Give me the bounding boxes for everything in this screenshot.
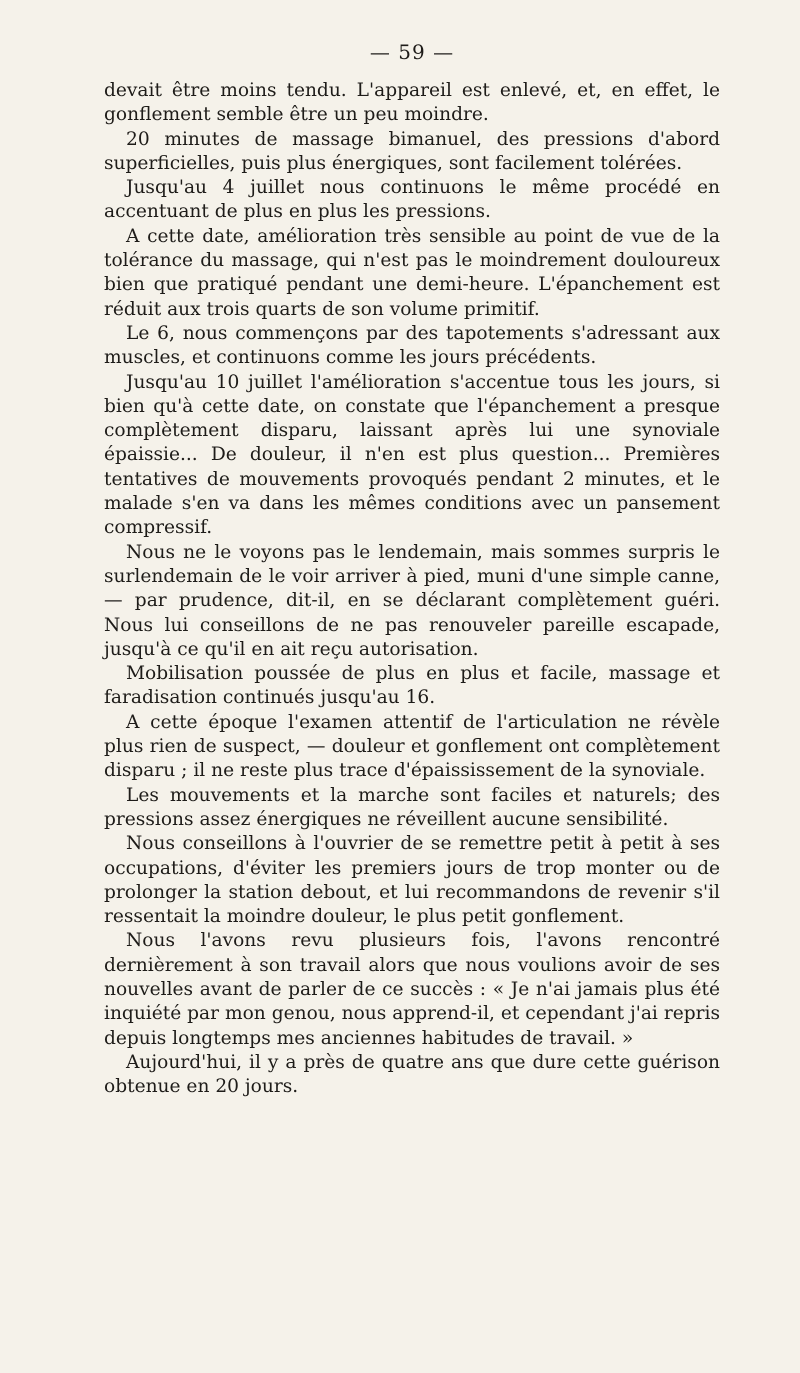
page-number: — 59 — [369, 40, 455, 64]
paragraph-1: devait être moins tendu. L'appareil est enlevé, et, en effet, le gonflement semble être un peu moindre. [104, 80, 720, 126]
body-text [104, 79, 720, 1099]
paragraph-6: Jusqu'au 10 juillet l'amélioration s'accentue tous les jours, si bien qu'à cette date, on constate que l'épanchement a presque complètement disparu, laissant après lui une synoviale épaissie... De douleur, il n'en est plus question... Premières tentatives de mouvements provoqués pendant 2 minutes, et le malade s'en va dans les mêmes conditions avec un pansement compressif. [104, 371, 720, 539]
paragraph-7: Nous ne le voyons pas le lendemain, mais sommes surpris le surlendemain de le voir arriver à pied, muni d'une simple canne, — par prudence, dit-il, en se déclarant complètement guéri. Nous lui conseillons de ne pas renouveler pareille escapade, jusqu'à ce qu'il en ait reçu autorisation. [104, 541, 720, 660]
paragraph-5: Le 6, nous commençons par des tapotements s'adressant aux muscles, et continuons comme les jours précédents. [104, 322, 720, 369]
paragraph-12: Nous l'avons revu plusieurs fois, l'avons rencontré dernièrement à son travail alors que nous voulions avoir de ses nouvelles avant de parler de ce succès : « Je n'ai jamais plus été inquiété par mon genou, nous apprend-il, et cependant j'ai repris depuis longtemps mes anciennes habitudes de travail. » [104, 930, 720, 1049]
paragraph-13: Aujourd'hui, il y a près de quatre ans que dure cette guérison obtenue en 20 jours. [104, 1051, 720, 1098]
paragraph-4: A cette date, amélioration très sensible au point de vue de la tolérance du massage, qui n'est pas le moindrement douloureux bien que pratiqué pendant une demi-heure. L'épanchement est réduit aux trois quarts de son volume primitif. [104, 225, 720, 320]
paragraph-3: Jusqu'au 4 juillet nous continuons le même procédé en accentuant de plus en plus les pressions. [104, 177, 720, 223]
paragraph-8: Mobilisation poussée de plus en plus et facile, massage et faradisation continués jusqu'au 16. [104, 663, 720, 709]
paragraph-10: Les mouvements et la marche sont faciles et naturels; des pressions assez énergiques ne réveillent aucune sensibilité. [104, 784, 720, 830]
paragraph-9: A cette époque l'examen attentif de l'articulation ne révèle plus rien de suspect, — douleur et gonflement ont complètement disparu ; il ne reste plus trace d'épaississement de la synoviale. [104, 711, 720, 782]
paragraph-2: 20 minutes de massage bimanuel, des pressions d'abord superficielles, puis plus énergiques, sont facilement tolérées. [104, 128, 720, 174]
paragraph-11: Nous conseillons à l'ouvrier de se remettre petit à petit à ses occupations, d'éviter les premiers jours de trop monter ou de prolonger la station debout, et lui recommandons de revenir s'il ressentait la moindre douleur, le plus petit gonflement. [104, 833, 720, 928]
